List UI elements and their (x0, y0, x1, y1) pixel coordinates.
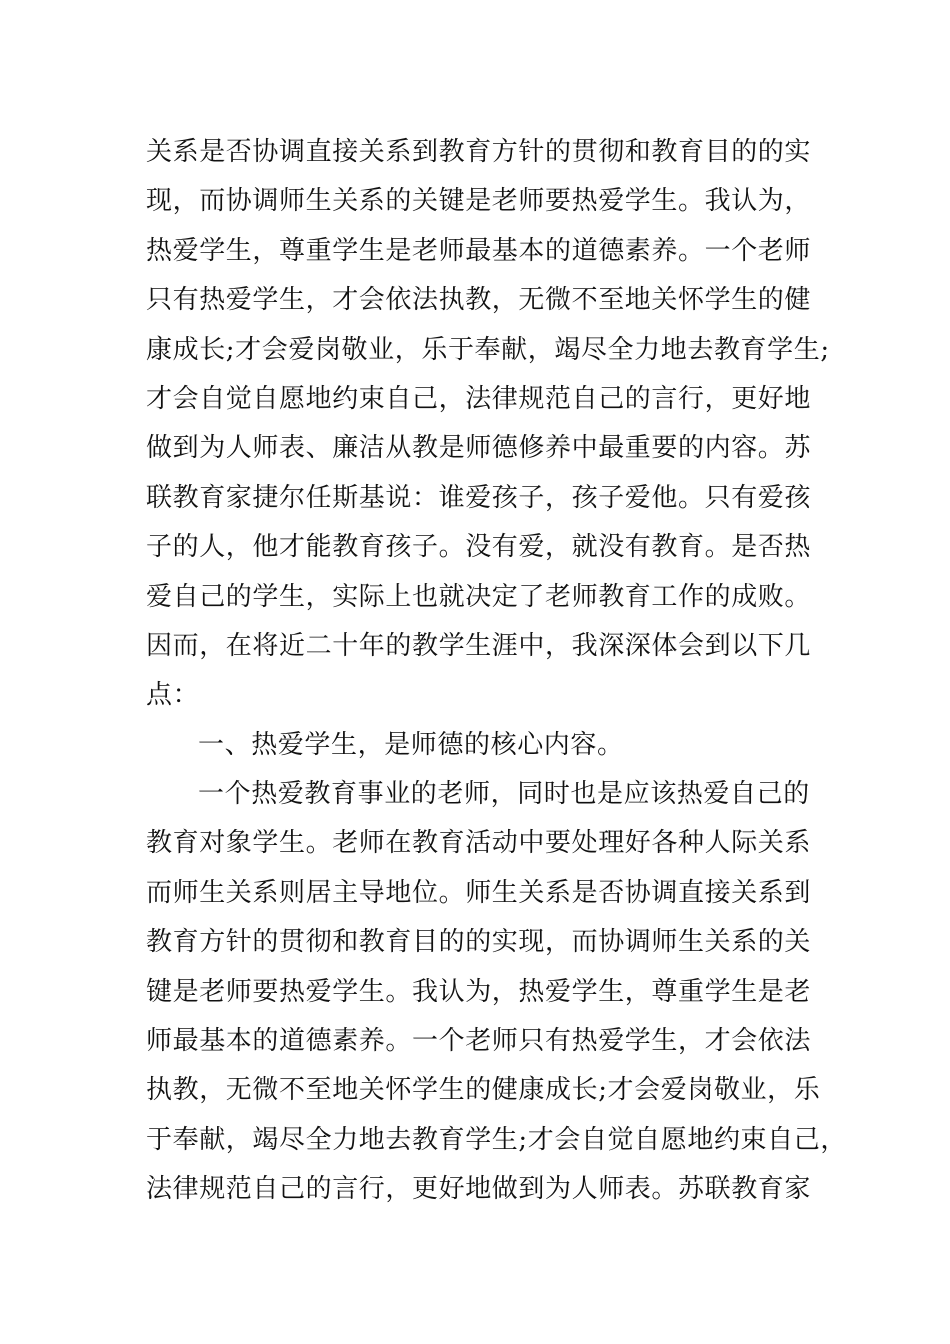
text-line: 只有热爱学生，才会依法执教，无微不至地关怀学生的健 (146, 285, 812, 316)
text-line: 于奉献，竭尽全力地去教育学生;才会自觉自愿地约束自己， (146, 1124, 847, 1155)
text-line: 子的人，他才能教育孩子。没有爱，就没有教育。是否热 (146, 532, 812, 563)
text-line: 师最基本的道德素养。一个老师只有热爱学生，才会依法 (146, 1026, 812, 1057)
body-text (146, 128, 847, 1215)
text-line: 因而，在将近二十年的教学生涯中，我深深体会到以下几 (146, 630, 812, 661)
text-line: 点： (146, 680, 200, 711)
text-line: 键是老师要热爱学生。我认为，热爱学生，尊重学生是老 (146, 976, 812, 1007)
text-line: 而师生关系则居主导地位。师生关系是否协调直接关系到 (146, 877, 812, 908)
text-line: 现，而协调师生关系的关键是老师要热爱学生。我认为， (146, 186, 812, 217)
text-line: 做到为人师表、廉洁从教是师德修养中最重要的内容。苏 (146, 433, 812, 464)
text-line: 热爱学生，尊重学生是老师最基本的道德素养。一个老师 (146, 235, 812, 266)
text-line: 才会自觉自愿地约束自己，法律规范自己的言行，更好地 (146, 383, 812, 414)
text-line: 教育方针的贯彻和教育目的的实现，而协调师生关系的关 (146, 927, 812, 958)
text-line: 康成长;才会爱岗敬业，乐于奉献，竭尽全力地去教育学生; (146, 334, 830, 365)
text-line: 关系是否协调直接关系到教育方针的贯彻和教育目的的实 (146, 137, 812, 167)
text-line: 教育对象学生。老师在教育活动中要处理好各种人际关系 (146, 828, 812, 859)
text-line: 执教，无微不至地关怀学生的健康成长;才会爱岗敬业，乐 (146, 1075, 821, 1106)
paragraph-start-line: 一个热爱教育事业的老师，同时也是应该热爱自己的 (198, 779, 810, 810)
text-line: 法律规范自己的言行，更好地做到为人师表。苏联教育家 (146, 1174, 812, 1205)
section-heading: 一、热爱学生，是师德的核心内容。 (198, 729, 624, 760)
text-line: 爱自己的学生，实际上也就决定了老师教育工作的成败。 (146, 581, 812, 612)
text-line: 联教育家捷尔任斯基说：谁爱孩子，孩子爱他。只有爱孩 (146, 482, 812, 513)
